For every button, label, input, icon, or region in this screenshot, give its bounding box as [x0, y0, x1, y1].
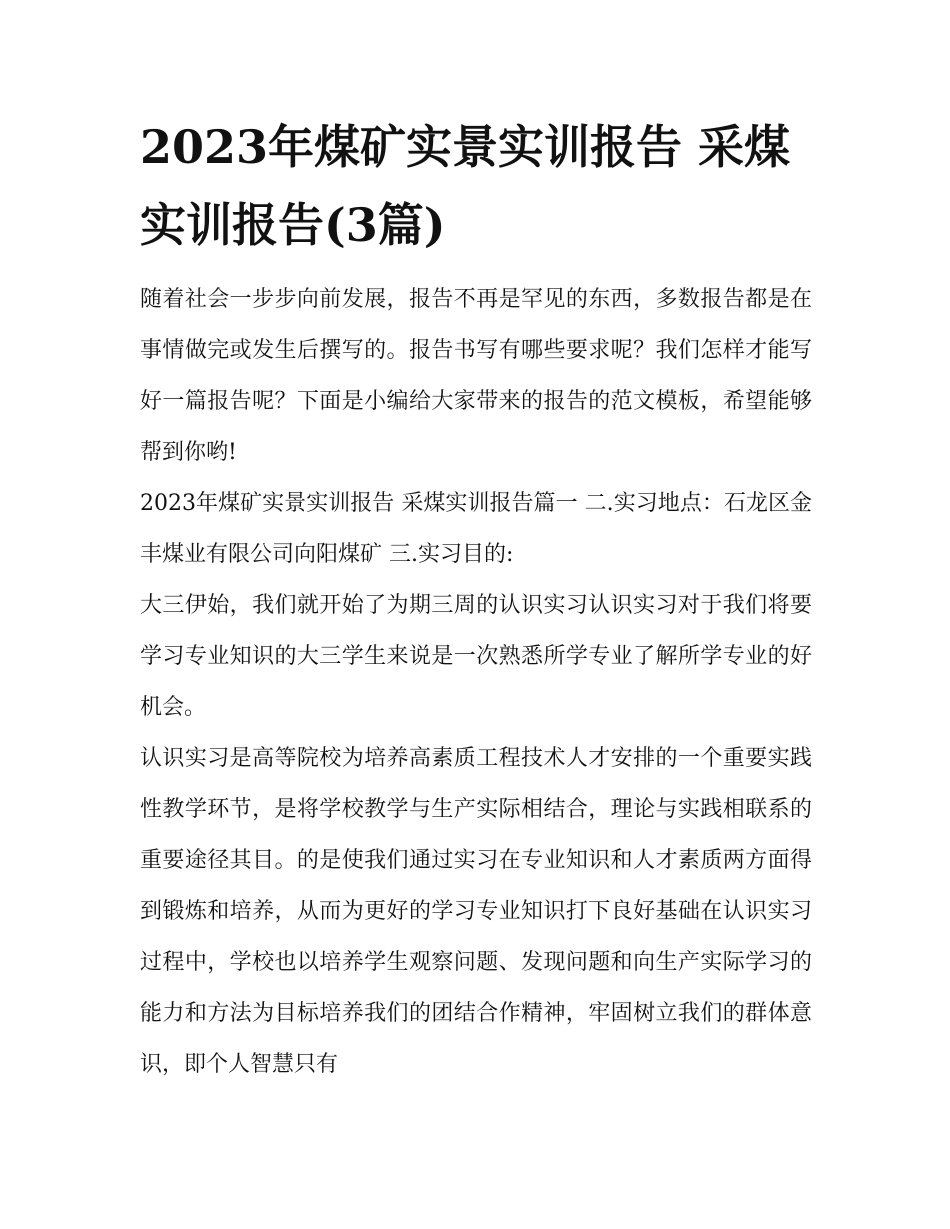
body-paragraph: 认识实习是高等院校为培养高素质工程技术人才安排的一个重要实践性教学环节，是将学校教学与生产实际相结合，理论与实践相联系的重要途径其目。的是使我们通过实习在专业知识和人才素质两方面得到锻炼和培养，从而为更好的学习专业知识打下良好基础在认识实习过程中，学校也以培养学生观察问题、发现问题和向生产实际学习的能力和方法为目标培养我们的团结合作精神，牢固树立我们的群体意识，即个人智慧只有: [140, 746, 812, 1077]
document-title: 2023年煤矿实景实训报告 采煤实训报告(3篇): [140, 120, 791, 252]
intro-paragraph: 随着社会一步步向前发展，报告不再是罕见的东西，多数报告都是在事情做完或发生后撰写的。报告书写有哪些要求呢？我们怎样才能写好一篇报告呢？下面是小编给大家带来的报告的范文模板，希望能够帮到你哟!: [140, 287, 812, 465]
document-body: [140, 108, 812, 1090]
section-heading-paragraph: 2023年煤矿实景实训报告 采煤实训报告篇一 二.实习地点：石龙区金丰煤业有限公司向阳煤矿 三.实习目的:: [140, 491, 812, 567]
body-paragraph: 大三伊始，我们就开始了为期三周的认识实习认识实习对于我们将要学习专业知识的大三学生来说是一次熟悉所学专业了解所学专业的好机会。: [140, 593, 812, 720]
